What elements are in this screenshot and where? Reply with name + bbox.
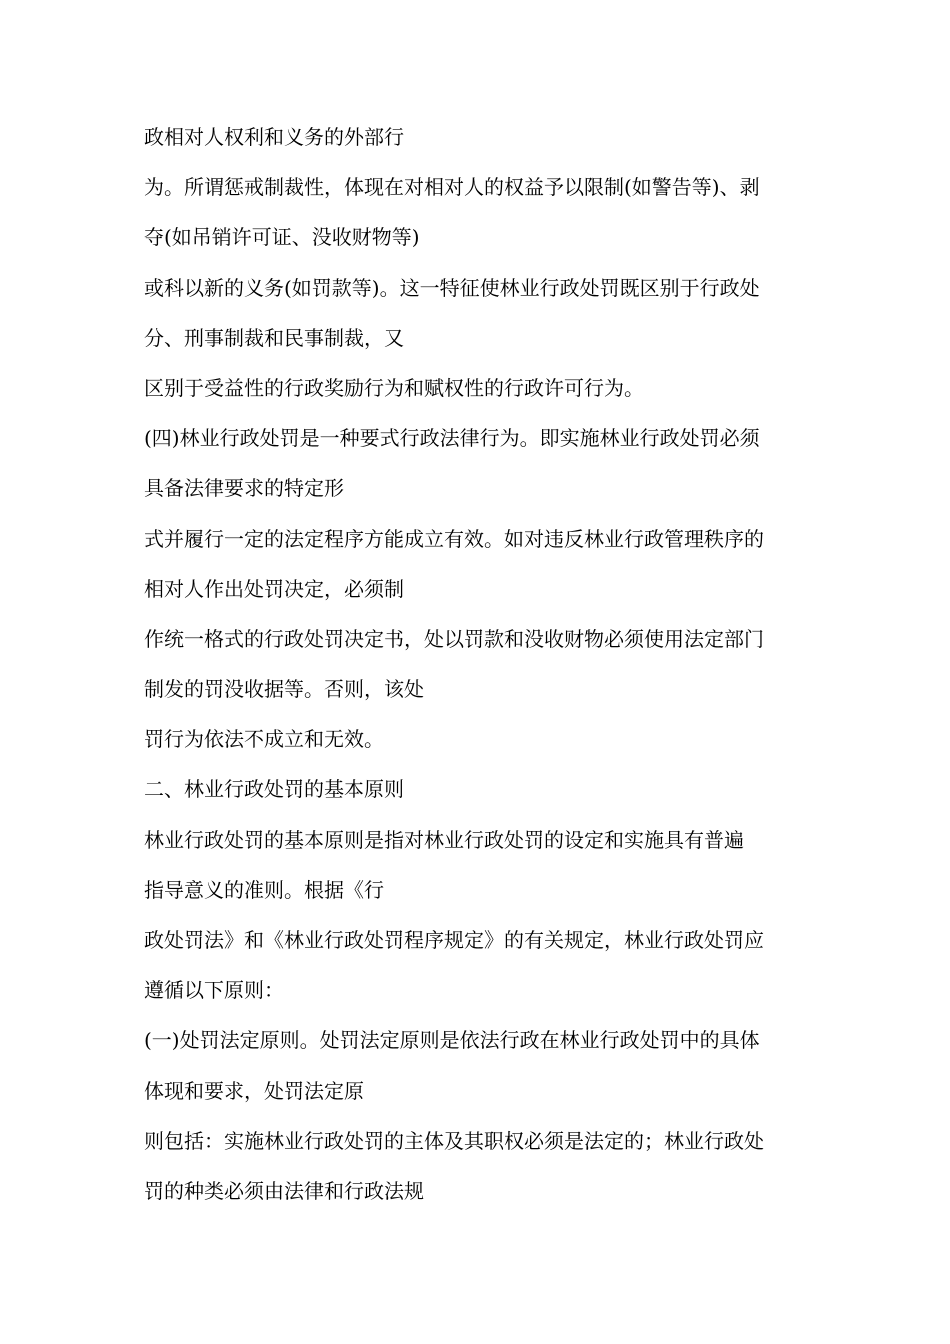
text-line: 分、刑事制裁和民事制裁，又	[144, 325, 404, 350]
text-line: 为。所谓惩戒制裁性，体现在对相对人的权益予以限制(如警告等)、剥	[144, 175, 760, 200]
text-line: 则包括：实施林业行政处罚的主体及其职权必须是法定的；林业行政处	[144, 1128, 764, 1153]
text-line: 夺(如吊销许可证、没收财物等)	[144, 225, 420, 250]
text-line: 体现和要求，处罚法定原	[144, 1078, 364, 1103]
text-line: 制发的罚没收据等。否则，该处	[144, 677, 424, 702]
text-line: 政处罚法》和《林业行政处罚程序规定》的有关规定，林业行政处罚应	[144, 928, 764, 952]
text-line: 式并履行一定的法定程序方能成立有效。如对违反林业行政管理秩序的	[144, 526, 764, 551]
text-line: (一)处罚法定原则。处罚法定原则是依法行政在林业行政处罚中的具体	[144, 1028, 760, 1053]
section-heading: 二、林业行政处罚的基本原则	[144, 777, 404, 802]
text-line: 具备法律要求的特定形	[144, 476, 344, 501]
text-line: 相对人作出处罚决定，必须制	[144, 576, 404, 601]
text-line: 罚行为依法不成立和无效。	[144, 727, 384, 752]
text-line: 作统一格式的行政处罚决定书，处以罚款和没收财物必须使用法定部门	[144, 626, 764, 651]
text-line: 区别于受益性的行政奖励行为和赋权性的行政许可行为。	[144, 375, 644, 400]
text-line: 罚的种类必须由法律和行政法规	[144, 1178, 424, 1203]
text-line: 林业行政处罚的基本原则是指对林业行政处罚的设定和实施具有普遍	[144, 827, 744, 852]
text-line: 指导意义的准则。根据《行	[144, 877, 384, 902]
text-line: 政相对人权利和义务的外部行	[144, 125, 404, 149]
text-line: (四)林业行政处罚是一种要式行政法律行为。即实施林业行政处罚必须	[144, 426, 760, 451]
text-line: 或科以新的义务(如罚款等)。这一特征使林业行政处罚既区别于行政处	[144, 275, 760, 300]
document-body	[144, 118, 824, 1222]
text-line: 遵循以下原则：	[144, 978, 284, 1003]
